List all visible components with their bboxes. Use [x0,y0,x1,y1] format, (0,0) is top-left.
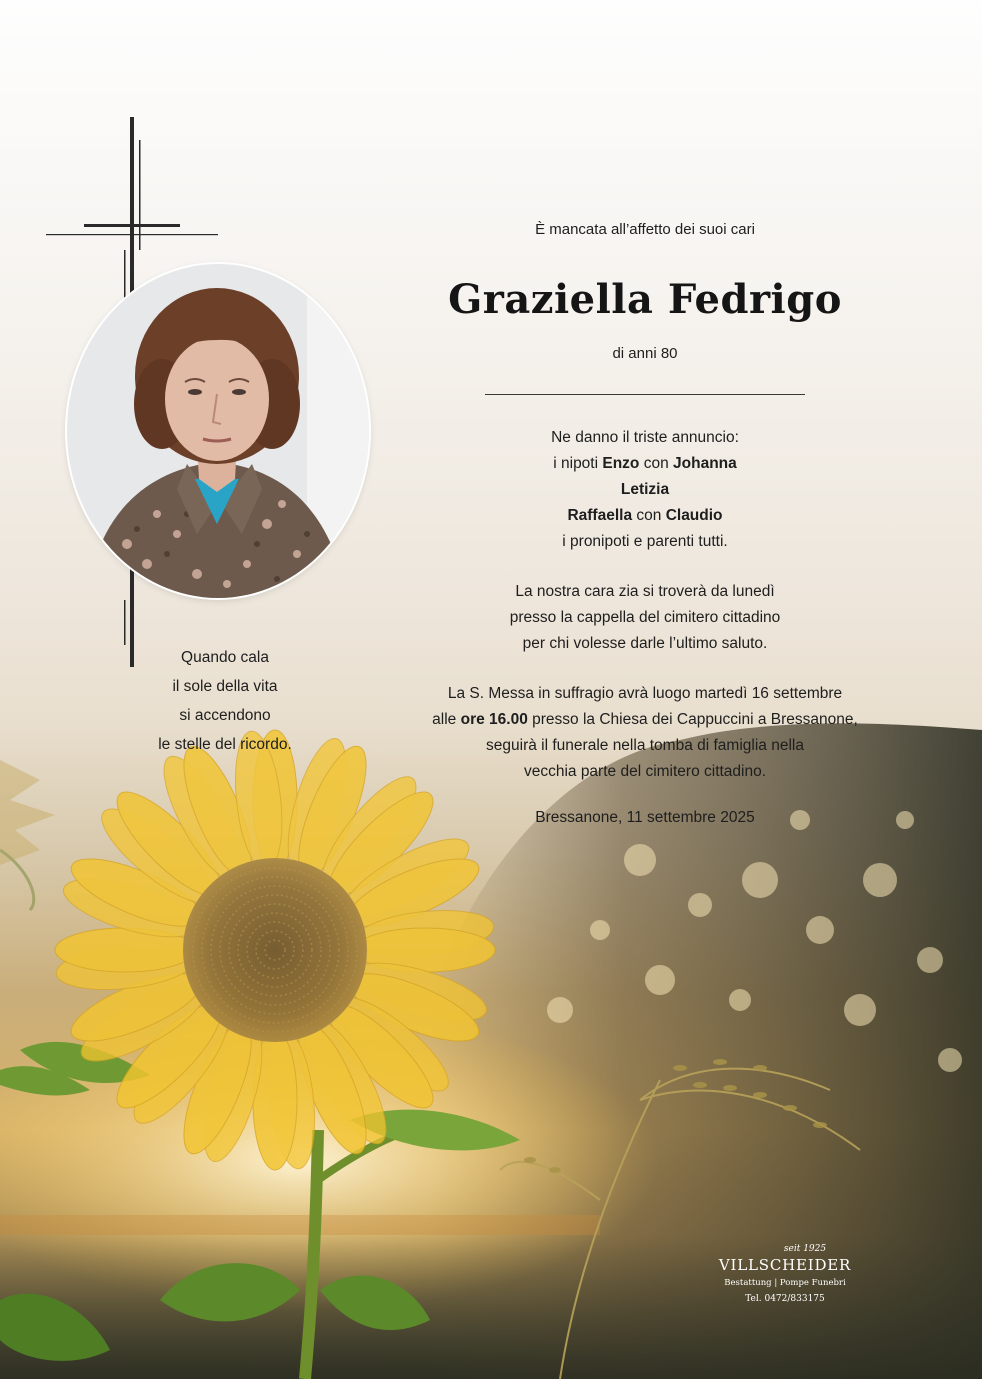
announce-outro: i pronipoti e parenti tutti. [562,533,728,550]
mourner-name: Raffaella [567,507,633,524]
quote-line: le stelle del ricordo. [158,736,292,753]
portrait-illustration [67,264,369,598]
mass-paragraph [400,681,890,785]
mass-line: vecchia parte del cimitero cittadino. [523,763,767,780]
place-date: Bressanone, 11 settembre 2025 [535,809,755,826]
mourner-joiner: con [632,507,666,524]
chapel-line: presso la cappella del cimitero cittadino [509,609,781,626]
intro-line: È mancata all’affetto dei suoi cari [535,221,755,238]
mourner-line [400,451,890,477]
mourner-line [400,477,890,503]
mass-suffix: presso la Chiesa dei Cappuccini a Bressanone, [527,711,858,728]
mass-prefix: alle [432,711,461,728]
quote-line: si accendono [179,707,271,724]
mourner-name: Claudio [665,507,723,524]
logo-phone: Tel. 0472/833175 [745,1294,825,1304]
mourner-line [400,503,890,529]
mourner-name: Enzo [602,455,640,472]
announcement [400,425,890,555]
mass-line: La S. Messa in suffragio avrà luogo martedì 16 settembre [447,685,843,702]
mass-line [400,707,890,733]
mass-time: ore 16.00 [460,711,528,728]
mass-line: seguirà il funerale nella tomba di famiglia nella [486,737,804,754]
funeral-home-logo [710,1244,860,1304]
logo-since: seit 1925 [783,1244,827,1254]
age-line: di anni 80 [612,345,678,362]
logo-subtitle: Bestattung | Pompe Funebri [724,1278,846,1288]
mourner-name: Letizia [620,481,670,498]
announce-intro: Ne danno il triste annuncio: [551,429,739,446]
deceased-name: Graziella Fedrigo [448,276,842,323]
divider-line [485,394,805,395]
quote-line: il sole della vita [172,678,278,695]
chapel-line: per chi volesse darle l’ultimo saluto. [522,635,768,652]
obituary-text [400,205,890,827]
logo-brand: VILLSCHEIDER [718,1256,852,1274]
chapel-line: La nostra cara zia si troverà da lunedì [515,583,775,600]
mourner-prefix: i nipoti [553,455,603,472]
chapel-paragraph [400,579,890,657]
deceased-portrait [67,264,369,598]
quote-line: Quando cala [181,649,269,666]
mourner-name: Johanna [673,455,737,472]
mourner-joiner: con [639,455,674,472]
memorial-quote [110,643,340,759]
